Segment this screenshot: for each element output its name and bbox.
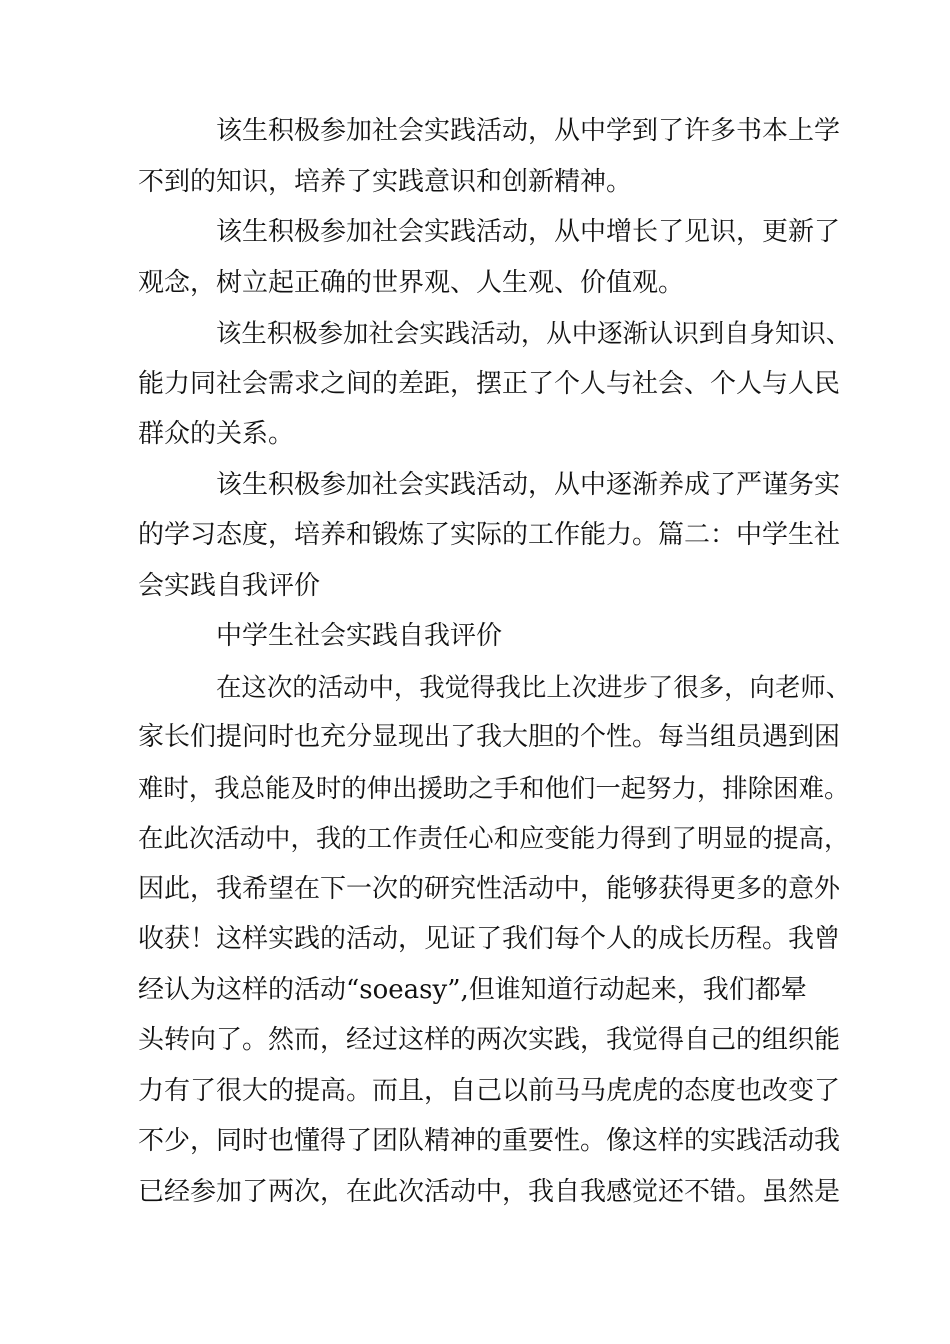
text-line: 会实践自我评价 [138, 570, 321, 601]
text-line: 该生积极参加社会实践活动，从中增长了见识，更新了 [216, 217, 841, 247]
text-line: 头转向了。然而，经过这样的两次实践，我觉得自己的组织能 [138, 1025, 841, 1055]
text-line: 该生积极参加社会实践活动，从中学到了许多书本上学 [216, 116, 841, 146]
text-line: 已经参加了两次，在此次活动中，我自我感觉还不错。虽然是 [138, 1176, 841, 1207]
text-line: 在这次的活动中，我觉得我比上次进步了很多，向老师、 [216, 671, 852, 702]
section-title: 中学生社会实践自我评价 [216, 621, 503, 651]
text-line: 在此次活动中，我的工作责任心和应变能力得到了明显的提高， [138, 823, 850, 853]
text-line: 力有了很大的提高。而且，自己以前马马虎虎的态度也改变了 [138, 1075, 841, 1106]
text-line: 该生积极参加社会实践活动，从中逐渐养成了严谨务实 [216, 469, 841, 500]
text-line: 能力同社会需求之间的差距，摆正了个人与社会、个人与人民 [138, 368, 841, 399]
text-line: 收获！这样实践的活动，见证了我们每个人的成长历程。我曾 [138, 924, 841, 954]
document-body [138, 106, 852, 1217]
text-line: 不到的知识，培养了实践意识和创新精神。 [138, 166, 633, 197]
text-line: 的学习态度，培养和锻炼了实际的工作能力。篇二：中学生社 [138, 520, 841, 550]
text-line: 该生积极参加社会实践活动，从中逐渐认识到自身知识、 [216, 318, 852, 348]
text-line: 观念，树立起正确的世界观、人生观、价值观。 [138, 267, 685, 298]
text-line: 因此，我希望在下一次的研究性活动中，能够获得更多的意外 [138, 873, 841, 904]
text-line: 家长们提问时也充分显现出了我大胆的个性。每当组员遇到困 [138, 722, 841, 752]
text-line: 群众的关系。 [138, 419, 295, 449]
text-line: 经认为这样的活动“soeasy”,但谁知道行动起来，我们都晕 [138, 974, 807, 1005]
text-line: 难时，我总能及时的伸出援助之手和他们一起努力，排除困难。 [138, 772, 850, 803]
text-line: 不少，同时也懂得了团队精神的重要性。像这样的实践活动我 [138, 1126, 841, 1156]
